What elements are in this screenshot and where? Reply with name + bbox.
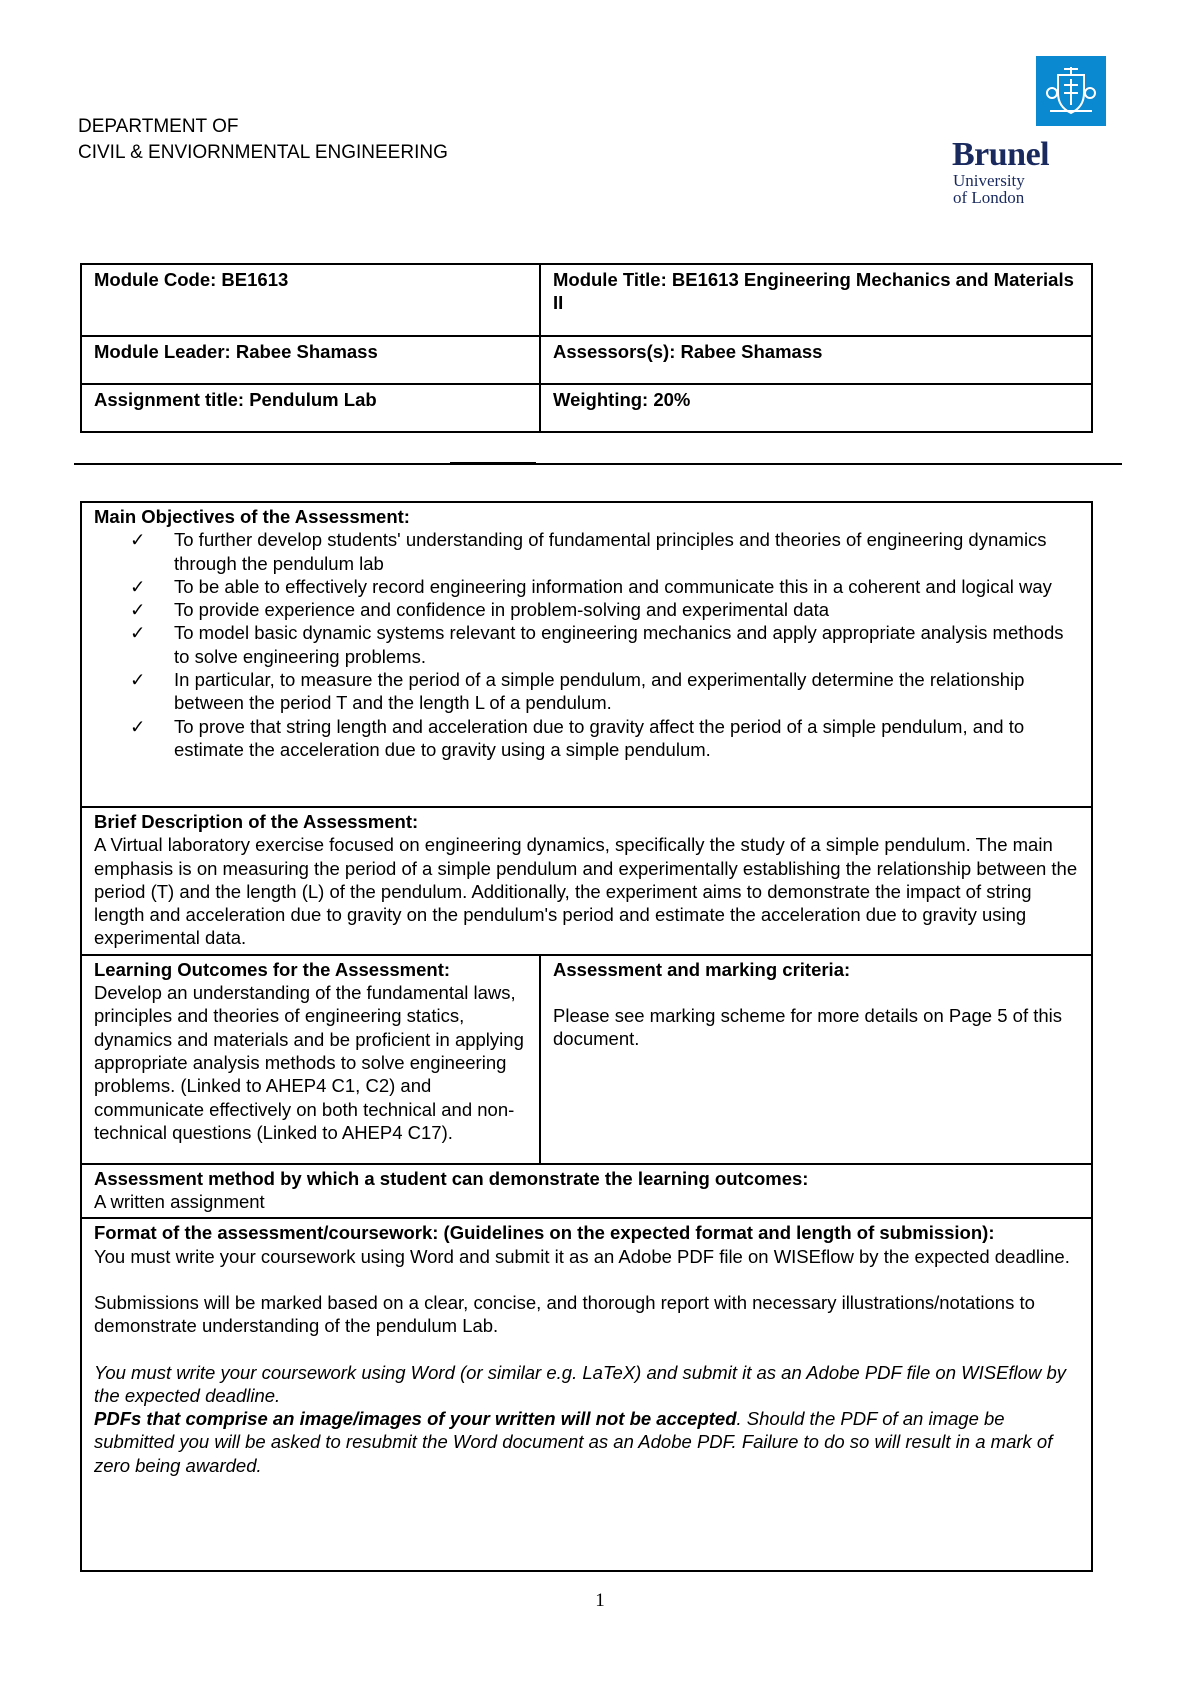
format-para-1: You must write your coursework using Word and submit it as an Adobe PDF file on WISEflow by the expected deadline.: [94, 1245, 1070, 1267]
format-para-3: You must write your coursework using Word (or similar e.g. LaTeX) and submit it as an Adobe PDF file on WISEflow by the expected deadline.: [94, 1361, 1066, 1406]
learning-outcomes-cell: [81, 955, 540, 1164]
logo-subtitle: University of London: [953, 171, 1025, 207]
assessment-details-table: [80, 501, 1093, 1572]
marking-heading: Assessment and marking criteria:: [553, 958, 851, 980]
department-heading: [78, 114, 448, 166]
objective-item: ✓ To provide experience and confidence in problem-solving and experimental data: [130, 599, 830, 621]
learning-outcomes-heading: Learning Outcomes for the Assessment:: [94, 958, 451, 980]
objectives-cell: [81, 502, 1092, 807]
objectives-list: [94, 528, 1079, 761]
page-number: 1: [595, 1590, 605, 1611]
module-info-table: [80, 263, 1093, 433]
objectives-heading: Main Objectives of the Assessment:: [94, 506, 410, 527]
marking-text: Please see marking scheme for more details on Page 5 of this document.: [553, 1005, 1063, 1050]
checkmark-icon: ✓: [130, 669, 146, 691]
checkmark-icon: ✓: [130, 599, 146, 621]
department-line-1: DEPARTMENT OF: [78, 116, 239, 137]
checkmark-icon: ✓: [130, 715, 146, 737]
method-text: A written assignment: [94, 1191, 265, 1213]
crest-icon: [1036, 56, 1106, 126]
checkmark-icon: ✓: [130, 622, 146, 644]
objective-item: ✓ To model basic dynamic systems relevant to engineering mechanics and apply appropriate analysis methods to solve engineering problems.: [130, 622, 1064, 667]
module-leader: Module Leader: Rabee Shamass: [81, 336, 540, 384]
department-line-2: CIVIL & ENVIORNMENTAL ENGINEERING: [78, 142, 448, 163]
brief-description-cell: [81, 807, 1092, 955]
brief-text: A Virtual laboratory exercise focused on engineering dynamics, specifically the study of a simple pendulum. The main emphasis is on measuring the period of a simple pendulum and experimentally establishing the relationship between the period (T) and the length (L) of the pendulum. Additionally, the experiment aims to demonstrate the impact of string length and acceleration due to gravity on the pendulum's period and estimate the acceleration due to gravity using experimental data.: [94, 834, 1078, 949]
checkmark-icon: ✓: [130, 529, 146, 551]
learning-outcomes-text: Develop an understanding of the fundamental laws, principles and theories of engineering statics, dynamics and materials and be proficient in applying appropriate analysis methods to solve engineering problems. (Linked to AHEP4 C1, C2) and communicate effectively on both technical and non-technical questions (Linked to AHEP4 C17).: [94, 982, 524, 1143]
method-heading: Assessment method by which a student can demonstrate the learning outcomes:: [94, 1167, 809, 1189]
checkmark-icon: ✓: [130, 575, 146, 597]
format-cell: [81, 1218, 1092, 1571]
brief-heading: Brief Description of the Assessment:: [94, 811, 419, 832]
objective-item: ✓ To prove that string length and acceleration due to gravity affect the period of a simple pendulum, and to estimate the acceleration due to gravity using a simple pendulum.: [130, 715, 1025, 760]
section-divider: [74, 463, 1122, 465]
section-divider-accent: [450, 462, 536, 465]
logo-wordmark: Brunel: [952, 136, 1050, 173]
format-para-2: Submissions will be marked based on a clear, concise, and thorough report with necessary illustrations/notations to demonstrate understanding of the pendulum Lab.: [94, 1291, 1035, 1337]
objective-item: ✓ To further develop students' understanding of fundamental principles and theories of engineering dynamics through the pendulum lab: [130, 529, 1047, 574]
assignment-title: Assignment title: Pendulum Lab: [81, 384, 540, 432]
objective-item: ✓ In particular, to measure the period of a simple pendulum, and experimentally determine the relationship between the period T and the length L of a pendulum.: [130, 669, 1025, 714]
assessors: Assessors(s): Rabee Shamass: [540, 336, 1092, 384]
objective-item: ✓ To be able to effectively record engineering information and communicate this in a coherent and logical way: [130, 575, 1052, 597]
marking-criteria-cell: [540, 955, 1092, 1164]
weighting: Weighting: 20%: [540, 384, 1092, 432]
format-heading: Format of the assessment/coursework: (Guidelines on the expected format and length of submission):: [94, 1222, 995, 1244]
assessment-method-cell: [81, 1164, 1092, 1219]
format-para-4: PDFs that comprise an image/images of your written will not be accepted. Should the PDF of an image be submitted you will be asked to resubmit the Word document as an Adobe PDF. Failure to do so will result in a mark of zero being awarded.: [94, 1408, 1053, 1476]
module-title: Module Title: BE1613 Engineering Mechanics and Materials II: [540, 264, 1092, 336]
format-warning: PDFs that comprise an image/images of your written will not be accepted: [94, 1408, 737, 1430]
module-code: Module Code: BE1613: [81, 264, 540, 336]
university-logo: [944, 88, 1074, 218]
